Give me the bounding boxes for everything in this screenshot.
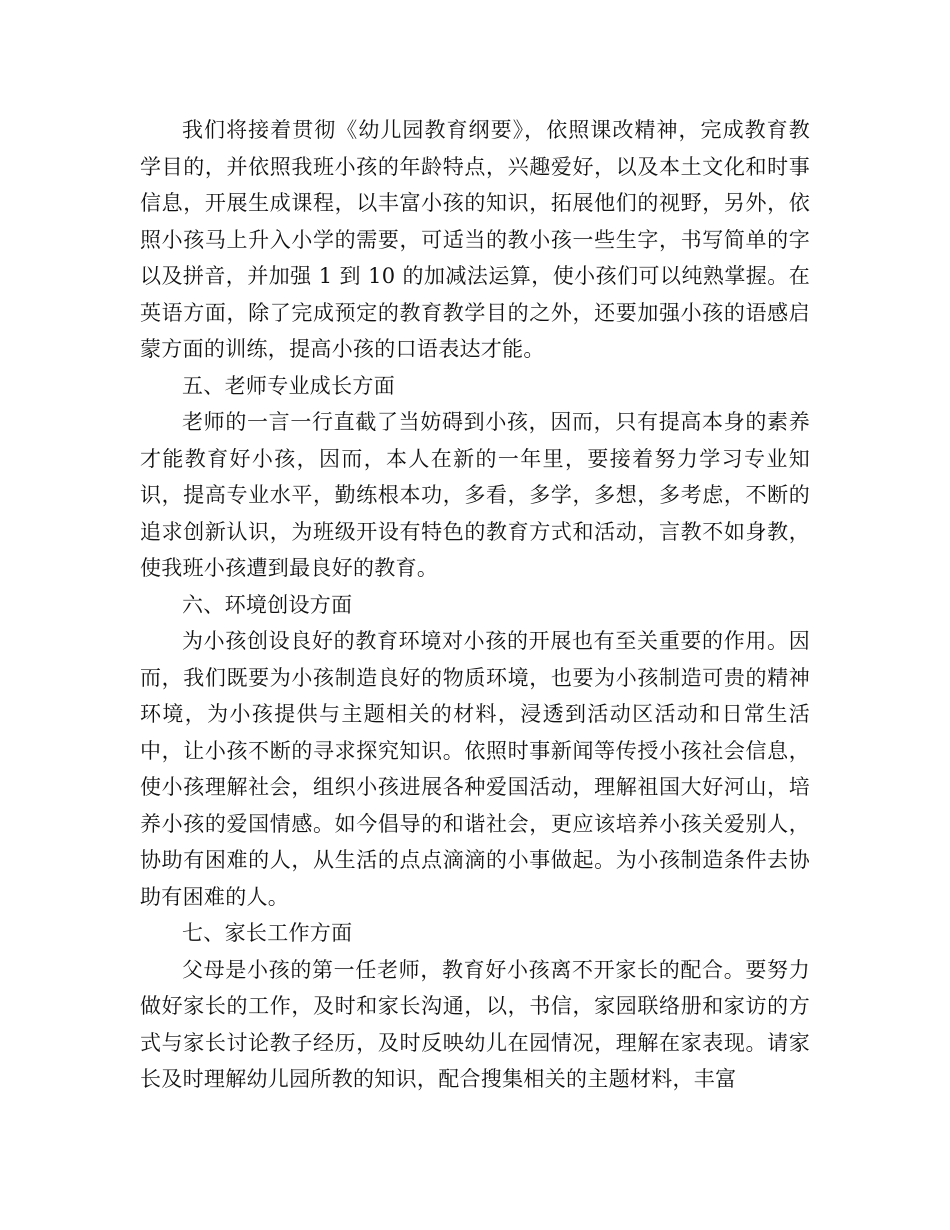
section-heading-teacher-growth: 五、老师专业成长方面 xyxy=(182,373,395,398)
paragraph-education-goals: 我们将接着贯彻《幼儿园教育纲要》，依照课改精神，完成教育教学目的，并依照我班小孩的年龄特点，兴趣爱好，以及本土文化和时事信息，开展生成课程，以丰富小孩的知识，拓展他们的视野，另外，依照小孩马上升入小学的需要，可适当的教小孩一些生字，书写简单的字以及拼音，并加强 1 到 10 的加减法运算，使小孩们可以纯熟掌握。在英语方面，除了完成预定的教育教学目的之外，还要加强小孩的语感启蒙方面的训练，提高小孩的口语表达才能。 xyxy=(140,118,810,361)
paragraph-teacher-growth: 老师的一言一行直截了当妨碍到小孩，因而，只有提高本身的素养才能教育好小孩，因而，本人在新的一年里，要接着努力学习专业知识，提高专业水平，勤练根本功，多看，多学，多想，多考虑，不断的追求创新认识，为班级开设有特色的教育方式和活动，言教不如身教，使我班小孩遭到最良好的教育。 xyxy=(140,410,810,580)
section-heading-environment: 六、环境创设方面 xyxy=(182,592,353,617)
paragraph-environment: 为小孩创设良好的教育环境对小孩的开展也有至关重要的作用。因而，我们既要为小孩制造良好的物质环境，也要为小孩制造可贵的精神环境，为小孩提供与主题相关的材料，浸透到活动区活动和日常生活中，让小孩不断的寻求探究知识。依照时事新闻等传授小孩社会信息，使小孩理解社会，组织小孩进展各种爱国活动，理解祖国大好河山，培养小孩的爱国情感。如今倡导的和谐社会，更应该培养小孩关爱别人，协助有困难的人，从生活的点点滴滴的小事做起。为小孩制造条件去协助有困难的人。 xyxy=(140,629,810,909)
document-body xyxy=(140,112,810,1098)
paragraph-parent-work: 父母是小孩的第一任老师，教育好小孩离不开家长的配合。要努力做好家长的工作，及时和家长沟通，以，书信，家园联络册和家访的方式与家长讨论教子经历，及时反映幼儿在园情况，理解在家表现。请家长及时理解幼儿园所教的知识，配合搜集相关的主题材料，丰富 xyxy=(140,957,810,1091)
section-heading-parent-work: 七、家长工作方面 xyxy=(182,921,353,945)
